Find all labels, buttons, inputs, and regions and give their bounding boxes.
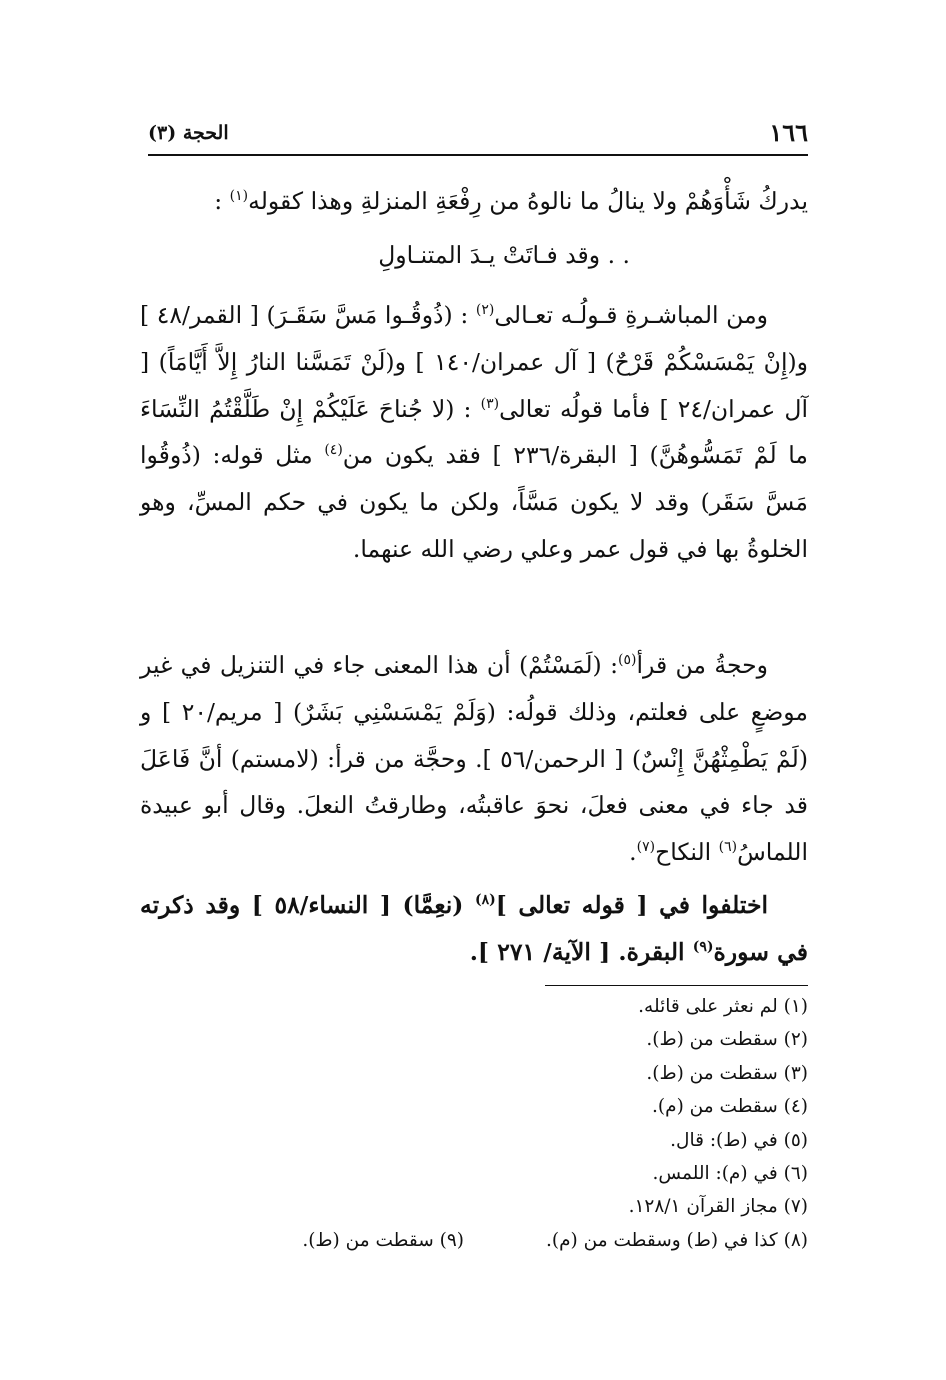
footnote-divider: [545, 985, 808, 986]
poetry-verse: . . وقد فـاتَتْ يـدَ المتنـاولِ: [378, 241, 630, 269]
intro-line: [140, 178, 808, 225]
footnotes: [150, 990, 808, 1257]
page-number: ١٦٦: [769, 118, 808, 147]
paragraph-text: ومن المباشـرةِ قـولُـه تعـالى: [494, 301, 769, 329]
paragraph-text: مثل قوله: (ذُوقُوا مَسَّ سَقَر) وقد لا يكون مَسَّاً، ولكن ما يكون في حكم المسِّ، وهو الخلوةُ بها في قول عمر وعلي رضي الله عنهما.: [140, 441, 808, 563]
footnote-ref[interactable]: (٨): [474, 892, 496, 909]
page-header: [148, 118, 808, 156]
footnote: (٤) سقطت من (م).: [652, 1096, 808, 1118]
footnote-ref[interactable]: (٥): [618, 652, 637, 669]
intro-end: :: [214, 187, 230, 215]
footnote: (١) لم نعثر على قائله.: [638, 996, 808, 1017]
footnote: (٩) سقطت من (ط).: [302, 1229, 464, 1251]
paragraph-1: [140, 292, 808, 573]
footnote-ref[interactable]: (٩): [692, 938, 714, 955]
paragraph-3-heading: [140, 882, 808, 976]
footnote: (٧) مجاز القرآن ١٢٨/١.: [628, 1196, 808, 1218]
paragraph-text: : (لا جُناحَ عَلَيْكُمْ إِنْ طَلَّقْتُمُ النِّسَاءَ ما لَمْ تَمَسُّوهُنَّ) [ البقرة/٢٣٦ ] فقد يكون من: [140, 394, 808, 470]
footnote: (٥) في (ط): قال.: [670, 1129, 808, 1151]
paragraph-text: النكاح: [655, 838, 719, 867]
footnote-ref[interactable]: (١): [229, 188, 249, 205]
footnote: (٨) كذا في (ط) وسقطت من (م).: [545, 1229, 808, 1251]
footnote-ref[interactable]: (٢): [475, 302, 495, 319]
footnote: (٦) في (م): اللمس.: [652, 1162, 808, 1184]
paragraph-text: البقرة. [ الآية/ ٢٧١ ].: [469, 937, 693, 966]
footnote: (٣) سقطت من (ط).: [646, 1062, 808, 1084]
footnote-ref[interactable]: (٤): [324, 442, 343, 459]
running-title: الحجة (٣): [148, 122, 229, 144]
paragraph-text: اختلفوا في [ قوله تعالى ]: [495, 891, 769, 919]
paragraph-text: .: [629, 838, 637, 867]
footnote: (٢) سقطت من (ط).: [646, 1029, 808, 1051]
intro-text: يدركُ شَأْوَهُمْ ولا ينالُ ما نالوهُ من رِفْعَةِ المنزلةِ وهذا كقوله: [248, 187, 808, 215]
footnote-ref[interactable]: (٦): [718, 839, 738, 856]
footnote-ref[interactable]: (٧): [636, 839, 656, 856]
paragraph-2: [140, 642, 808, 876]
paragraph-text: (نعِمَّا) [ النساء/٥٨ ] وقد ذكرته في سورة: [140, 891, 808, 966]
paragraph-text: : (ذُوقُـوا مَسَّ سَقَـرَ) [ القمر/٤٨ ] و(إِنْ يَمْسَسْكُمْ قَرْحٌ) [ آل عمران/١٤٠ ] و(لَنْ تَمَسَّنا النارُ إِلاَّ أَيَّامَاً) [ آل عمران/٢٤ ] فأما قولُه تعالى: [140, 301, 808, 423]
footnote-row: [150, 1224, 808, 1257]
paragraph-text: : (لَمَسْتُمْ) أن هذا المعنى جاء في التنزيل في غير موضعٍ على فعلتم، وذلك قولُه: (وَلَمْ يَمْسَسْنِي بَشَرٌ) [ مريم/٢٠ ] و (لَمْ يَطْمِثْهُنَّ إِنْسٌ) [ الرحمن/٥٦ ]. وحجَّة من قرأ: (لامستم) أنَّ فَاعَلَ قد جاء في معنى فعلَ، نحوَ عاقبتُه، وطارقتُ النعلَ. وقال أبو عبيدة اللماسُ: [140, 651, 808, 867]
footnote-ref[interactable]: (٣): [480, 395, 500, 412]
paragraph-text: وحجةُ من قرأ: [636, 651, 768, 679]
